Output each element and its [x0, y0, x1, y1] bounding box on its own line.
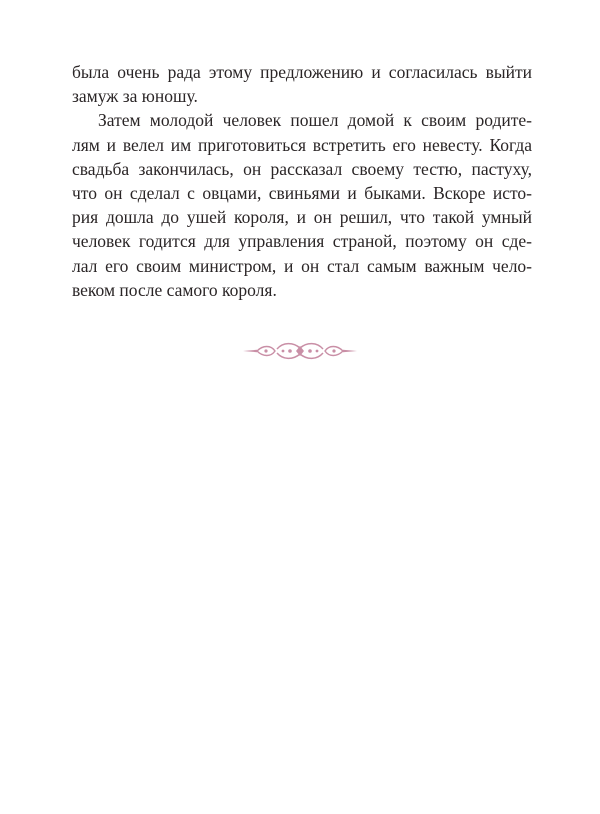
text-line: замуж за юношу. [72, 86, 198, 107]
text-line: свадьба закончилась, он рассказал своему тестю, пастуху, [72, 158, 532, 179]
paragraph [72, 60, 532, 108]
text-line: лям и велел им приготовиться встретить его невесту. Когда [72, 134, 532, 155]
text-line: лал его своим министром, и он стал самым важным чело- [72, 255, 532, 276]
text-line: Затем молодой человек пошел домой к своим родите- [98, 110, 532, 131]
floral-divider-icon [243, 340, 357, 362]
paragraph [72, 108, 532, 302]
text-line: человек годится для управления страной, поэтому он сде- [72, 231, 532, 252]
body-text [72, 60, 532, 302]
text-line: что он сделал с овцами, свиньями и быками. Вскоре исто- [72, 183, 532, 204]
text-line: рия дошла до ушей короля, и он решил, что такой умный [72, 207, 532, 228]
text-line: была очень рада этому предложению и согласилась выйти [72, 62, 532, 82]
text-line: веком после самого короля. [72, 279, 277, 300]
